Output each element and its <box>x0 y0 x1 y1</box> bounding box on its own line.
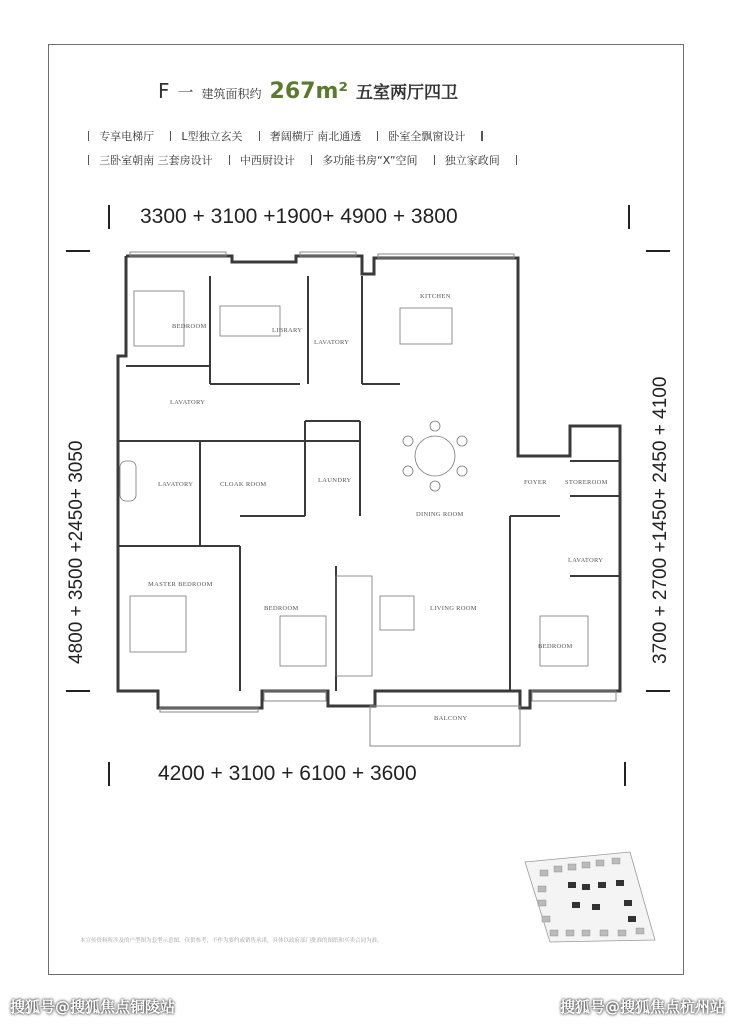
dining-table-icon <box>415 436 455 476</box>
chair-icon <box>457 436 467 446</box>
feature-item: 独立家政间 <box>444 154 500 167</box>
feature-item: 奢阔横厅 南北通透 <box>269 130 362 143</box>
room-label-kitchen: KITCHEN <box>420 293 451 300</box>
disclaimer-footnote: 本宣传资料所涉及的户型图为套型示意图，仅供参考，不作为要约或销售承诺，具体以政府部门批准的图纸和买卖合同为准。 <box>80 938 383 944</box>
chair-icon <box>457 466 467 476</box>
feature-separator <box>88 131 89 141</box>
dim-tick <box>66 690 90 692</box>
dim-tick <box>624 762 626 786</box>
dim-tick <box>628 205 630 229</box>
feature-separator <box>516 155 517 165</box>
area-label: 建筑面积约 <box>201 87 262 101</box>
room-label-bedroom: BEDROOM <box>172 323 207 330</box>
desk-icon <box>220 306 280 336</box>
feature-separator <box>311 155 312 165</box>
feature-item: 中西厨设计 <box>239 154 295 167</box>
floor-plan <box>100 236 640 756</box>
chair-icon <box>430 421 440 431</box>
title-dash: 一 <box>177 83 194 102</box>
chair-icon <box>403 436 413 446</box>
room-label-laundry: LAUNDRY <box>318 477 352 484</box>
bed-icon <box>280 616 326 666</box>
dim-tick <box>108 205 110 229</box>
bathtub-icon <box>120 461 136 501</box>
room-label-bedroom: BEDROOM <box>264 605 299 612</box>
feature-separator <box>259 131 260 141</box>
feature-item: L型独立玄关 <box>181 130 243 143</box>
feature-separator <box>481 131 482 141</box>
top-dimensions: 3300 + 3100 +1900+ 4900 + 3800 <box>140 205 458 228</box>
right-dimensions: 3700 + 2700 +1450+ 2450 + 4100 <box>650 376 671 664</box>
left-dimensions: 4800 + 3500 +2450+ 3050 <box>66 440 87 664</box>
room-label-cloak-room: CLOAK ROOM <box>220 481 267 488</box>
room-label-lavatory: LAVATORY <box>158 481 194 488</box>
watermark-right: 搜狐号@搜狐焦点杭州站 <box>560 998 726 1016</box>
room-label-lavatory: LAVATORY <box>314 339 350 346</box>
dim-tick <box>66 250 90 252</box>
layout-label: 五室两厅四卫 <box>356 83 459 103</box>
chair-icon <box>403 466 413 476</box>
bed-icon <box>540 616 588 666</box>
dim-tick <box>108 762 110 786</box>
room-label-living-room: LIVING ROOM <box>430 605 477 612</box>
room-label-bedroom: BEDROOM <box>538 643 573 650</box>
room-label-storeroom: STOREROOM <box>565 479 608 486</box>
area-value: 267m² <box>269 79 349 104</box>
feature-separator <box>229 155 230 165</box>
room-label-lavatory: LAVATORY <box>568 557 604 564</box>
kitchen-island-icon <box>400 308 452 344</box>
watermark-left: 搜狐号@搜狐焦点铜陵站 <box>10 998 176 1016</box>
feature-row-2 <box>88 152 527 168</box>
room-label-lavatory: LAVATORY <box>170 399 206 406</box>
room-label-master-bedroom: MASTER BEDROOM <box>148 581 213 588</box>
unit-letter: F <box>158 79 170 103</box>
room-label-library: LIBRARY <box>272 327 303 334</box>
feature-separator <box>377 131 378 141</box>
feature-separator <box>88 155 89 165</box>
bottom-dimensions: 4200 + 3100 + 6100 + 3600 <box>158 762 417 785</box>
room-label-foyer: FOYER <box>524 479 547 486</box>
feature-row-1 <box>88 128 493 144</box>
feature-separator <box>170 131 171 141</box>
feature-item: 专享电梯厅 <box>99 130 155 143</box>
feature-separator <box>434 155 435 165</box>
dim-tick <box>646 250 670 252</box>
feature-item: 三卧室朝南 三套房设计 <box>99 154 213 167</box>
sofa-icon <box>336 576 372 676</box>
chair-icon <box>430 481 440 491</box>
dim-tick <box>646 690 670 692</box>
room-labels <box>148 293 608 722</box>
coffee-table-icon <box>380 596 414 630</box>
site-plan-thumbnail <box>520 850 660 945</box>
room-label-dining-room: DINING ROOM <box>416 511 464 518</box>
unit-title <box>158 78 458 112</box>
bed-icon <box>130 596 186 652</box>
feature-item: 卧室全飘窗设计 <box>388 130 466 143</box>
room-label-balcony: BALCONY <box>434 715 468 722</box>
bed-icon <box>134 291 184 346</box>
feature-item: 多功能书房“X”空间 <box>322 154 418 167</box>
